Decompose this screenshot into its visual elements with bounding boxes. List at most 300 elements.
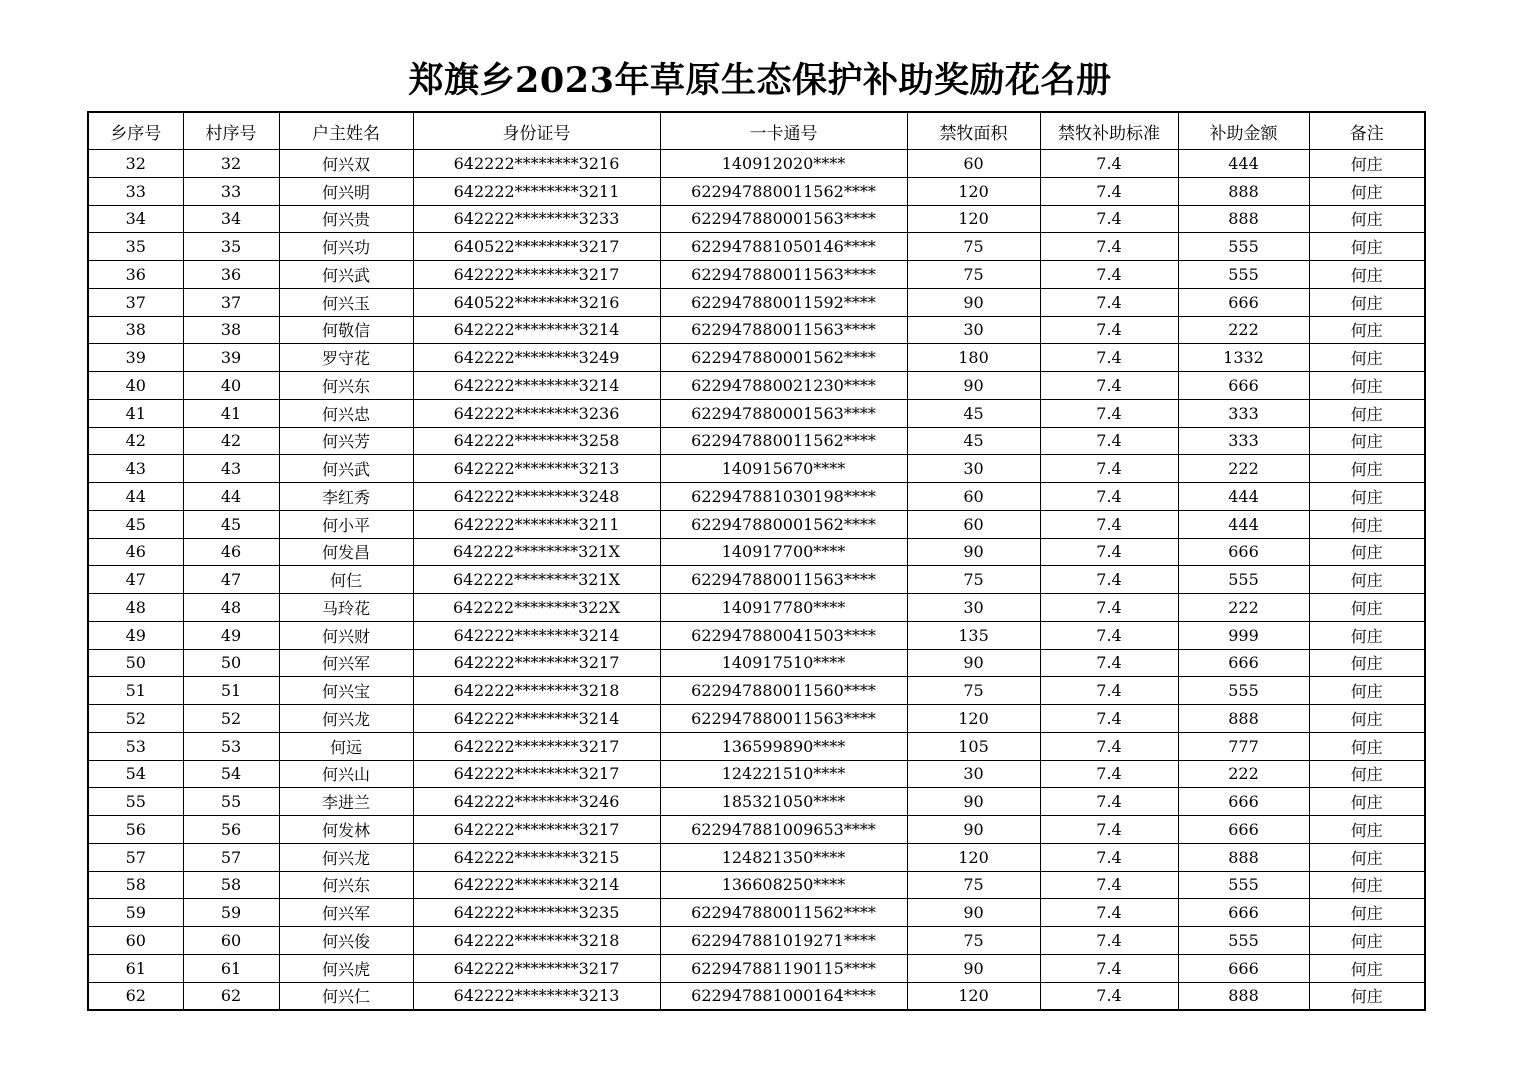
village-no-cell: 53 (183, 732, 279, 760)
subsidy-amount-cell: 666 (1178, 788, 1309, 816)
id-number-cell: 642222********3249 (413, 344, 660, 372)
remarks-cell: 何庄 (1309, 621, 1425, 649)
householder-name-cell: 何兴武 (279, 261, 413, 289)
subsidy-amount-cell: 666 (1178, 649, 1309, 677)
subsidy-standard-cell: 7.4 (1040, 372, 1178, 400)
card-number-cell: 140917780**** (660, 594, 907, 622)
township-no-cell: 39 (88, 344, 183, 372)
village-no-cell: 58 (183, 871, 279, 899)
card-number-cell: 136608250**** (660, 871, 907, 899)
householder-name-cell: 何兴玉 (279, 288, 413, 316)
township-no-cell: 32 (88, 150, 183, 178)
township-no-cell: 58 (88, 871, 183, 899)
table-row (88, 927, 1425, 955)
subsidy-amount-cell: 666 (1178, 899, 1309, 927)
table-row (88, 594, 1425, 622)
grazing-ban-area-cell: 120 (907, 705, 1040, 733)
village-no-cell: 39 (183, 344, 279, 372)
village-no-cell: 46 (183, 538, 279, 566)
subsidy-standard-cell: 7.4 (1040, 399, 1178, 427)
village-no-cell: 56 (183, 816, 279, 844)
subsidy-amount-cell: 666 (1178, 538, 1309, 566)
remarks-cell: 何庄 (1309, 982, 1425, 1010)
grazing-ban-area-cell: 90 (907, 288, 1040, 316)
township-no-cell: 61 (88, 954, 183, 982)
householder-name-cell: 何兴仁 (279, 982, 413, 1010)
card-number-cell: 622947880001562**** (660, 344, 907, 372)
subsidy-standard-cell: 7.4 (1040, 677, 1178, 705)
table-row (88, 288, 1425, 316)
subsidy-amount-cell: 888 (1178, 843, 1309, 871)
remarks-cell: 何庄 (1309, 899, 1425, 927)
card-number-cell: 140915670**** (660, 455, 907, 483)
subsidy-standard-cell: 7.4 (1040, 732, 1178, 760)
grazing-ban-area-cell: 135 (907, 621, 1040, 649)
village-no-cell: 37 (183, 288, 279, 316)
table-row (88, 816, 1425, 844)
card-number-cell: 622947880041503**** (660, 621, 907, 649)
id-number-cell: 642222********3214 (413, 316, 660, 344)
grazing-ban-area-cell: 30 (907, 316, 1040, 344)
table-row (88, 649, 1425, 677)
subsidy-standard-cell: 7.4 (1040, 621, 1178, 649)
card-number-cell: 622947880001563**** (660, 205, 907, 233)
column-header-grazing-ban-area: 禁牧面积 (907, 112, 1040, 150)
remarks-cell: 何庄 (1309, 427, 1425, 455)
township-no-cell: 44 (88, 483, 183, 511)
header-row (88, 112, 1425, 150)
table-row (88, 483, 1425, 511)
subsidy-amount-cell: 666 (1178, 372, 1309, 400)
grazing-ban-area-cell: 45 (907, 399, 1040, 427)
remarks-cell: 何庄 (1309, 150, 1425, 178)
township-no-cell: 55 (88, 788, 183, 816)
householder-name-cell: 何兴芳 (279, 427, 413, 455)
table-row (88, 344, 1425, 372)
householder-name-cell: 何兴龙 (279, 705, 413, 733)
remarks-cell: 何庄 (1309, 483, 1425, 511)
householder-name-cell: 何兴贵 (279, 205, 413, 233)
grazing-ban-area-cell: 120 (907, 843, 1040, 871)
householder-name-cell: 何兴武 (279, 455, 413, 483)
card-number-cell: 140917700**** (660, 538, 907, 566)
householder-name-cell: 李红秀 (279, 483, 413, 511)
card-number-cell: 622947880001562**** (660, 510, 907, 538)
township-no-cell: 54 (88, 760, 183, 788)
remarks-cell: 何庄 (1309, 177, 1425, 205)
subsidy-standard-cell: 7.4 (1040, 982, 1178, 1010)
id-number-cell: 642222********3211 (413, 510, 660, 538)
table-row (88, 538, 1425, 566)
card-number-cell: 622947881050146**** (660, 233, 907, 261)
grazing-ban-area-cell: 120 (907, 982, 1040, 1010)
table-row (88, 205, 1425, 233)
grazing-ban-area-cell: 45 (907, 427, 1040, 455)
card-number-cell: 140917510**** (660, 649, 907, 677)
subsidy-amount-cell: 555 (1178, 677, 1309, 705)
grazing-ban-area-cell: 90 (907, 649, 1040, 677)
remarks-cell: 何庄 (1309, 843, 1425, 871)
card-number-cell: 622947880011563**** (660, 261, 907, 289)
table-row (88, 788, 1425, 816)
subsidy-amount-cell: 333 (1178, 427, 1309, 455)
id-number-cell: 642222********3216 (413, 150, 660, 178)
remarks-cell: 何庄 (1309, 816, 1425, 844)
householder-name-cell: 何敬信 (279, 316, 413, 344)
remarks-cell: 何庄 (1309, 705, 1425, 733)
id-number-cell: 642222********3218 (413, 677, 660, 705)
subsidy-standard-cell: 7.4 (1040, 899, 1178, 927)
householder-name-cell: 何发昌 (279, 538, 413, 566)
grazing-ban-area-cell: 30 (907, 594, 1040, 622)
table-row (88, 871, 1425, 899)
subsidy-amount-cell: 888 (1178, 705, 1309, 733)
subsidy-standard-cell: 7.4 (1040, 150, 1178, 178)
subsidy-standard-cell: 7.4 (1040, 788, 1178, 816)
township-no-cell: 52 (88, 705, 183, 733)
subsidy-amount-cell: 555 (1178, 566, 1309, 594)
card-number-cell: 124221510**** (660, 760, 907, 788)
card-number-cell: 622947880001563**** (660, 399, 907, 427)
village-no-cell: 35 (183, 233, 279, 261)
page-title: 郑旗乡2023年草原生态保护补助奖励花名册 (408, 60, 1112, 101)
village-no-cell: 40 (183, 372, 279, 400)
roster-table (87, 111, 1426, 1011)
remarks-cell: 何庄 (1309, 566, 1425, 594)
id-number-cell: 642222********3213 (413, 455, 660, 483)
subsidy-standard-cell: 7.4 (1040, 427, 1178, 455)
subsidy-standard-cell: 7.4 (1040, 871, 1178, 899)
card-number-cell: 185321050**** (660, 788, 907, 816)
village-no-cell: 62 (183, 982, 279, 1010)
table-row (88, 954, 1425, 982)
grazing-ban-area-cell: 180 (907, 344, 1040, 372)
id-number-cell: 640522********3217 (413, 233, 660, 261)
subsidy-standard-cell: 7.4 (1040, 760, 1178, 788)
table-row (88, 372, 1425, 400)
village-no-cell: 59 (183, 899, 279, 927)
village-no-cell: 51 (183, 677, 279, 705)
subsidy-amount-cell: 444 (1178, 150, 1309, 178)
card-number-cell: 622947881190115**** (660, 954, 907, 982)
township-no-cell: 35 (88, 233, 183, 261)
householder-name-cell: 何兴山 (279, 760, 413, 788)
subsidy-standard-cell: 7.4 (1040, 233, 1178, 261)
subsidy-amount-cell: 777 (1178, 732, 1309, 760)
township-no-cell: 41 (88, 399, 183, 427)
grazing-ban-area-cell: 90 (907, 816, 1040, 844)
grazing-ban-area-cell: 30 (907, 760, 1040, 788)
village-no-cell: 57 (183, 843, 279, 871)
remarks-cell: 何庄 (1309, 261, 1425, 289)
grazing-ban-area-cell: 90 (907, 954, 1040, 982)
table-row (88, 427, 1425, 455)
village-no-cell: 48 (183, 594, 279, 622)
column-header-householder-name: 户主姓名 (279, 112, 413, 150)
village-no-cell: 61 (183, 954, 279, 982)
subsidy-standard-cell: 7.4 (1040, 344, 1178, 372)
table-row (88, 843, 1425, 871)
grazing-ban-area-cell: 90 (907, 538, 1040, 566)
card-number-cell: 140912020**** (660, 150, 907, 178)
grazing-ban-area-cell: 75 (907, 261, 1040, 289)
remarks-cell: 何庄 (1309, 344, 1425, 372)
grazing-ban-area-cell: 60 (907, 483, 1040, 511)
township-no-cell: 42 (88, 427, 183, 455)
remarks-cell: 何庄 (1309, 927, 1425, 955)
id-number-cell: 642222********3217 (413, 760, 660, 788)
grazing-ban-area-cell: 60 (907, 150, 1040, 178)
village-no-cell: 32 (183, 150, 279, 178)
township-no-cell: 40 (88, 372, 183, 400)
subsidy-amount-cell: 444 (1178, 510, 1309, 538)
card-number-cell: 136599890**** (660, 732, 907, 760)
subsidy-standard-cell: 7.4 (1040, 954, 1178, 982)
subsidy-amount-cell: 666 (1178, 816, 1309, 844)
subsidy-standard-cell: 7.4 (1040, 261, 1178, 289)
householder-name-cell: 罗守花 (279, 344, 413, 372)
subsidy-amount-cell: 888 (1178, 205, 1309, 233)
subsidy-amount-cell: 666 (1178, 954, 1309, 982)
id-number-cell: 642222********3217 (413, 732, 660, 760)
remarks-cell: 何庄 (1309, 399, 1425, 427)
subsidy-amount-cell: 555 (1178, 871, 1309, 899)
id-number-cell: 642222********3218 (413, 927, 660, 955)
subsidy-amount-cell: 888 (1178, 982, 1309, 1010)
village-no-cell: 41 (183, 399, 279, 427)
id-number-cell: 642222********321X (413, 566, 660, 594)
householder-name-cell: 李进兰 (279, 788, 413, 816)
id-number-cell: 642222********3217 (413, 954, 660, 982)
remarks-cell: 何庄 (1309, 732, 1425, 760)
subsidy-amount-cell: 444 (1178, 483, 1309, 511)
remarks-cell: 何庄 (1309, 594, 1425, 622)
id-number-cell: 642222********3213 (413, 982, 660, 1010)
table-row (88, 455, 1425, 483)
card-number-cell: 622947881009653**** (660, 816, 907, 844)
card-number-cell: 622947880011562**** (660, 177, 907, 205)
subsidy-standard-cell: 7.4 (1040, 177, 1178, 205)
id-number-cell: 642222********3214 (413, 372, 660, 400)
card-number-cell: 124821350**** (660, 843, 907, 871)
grazing-ban-area-cell: 75 (907, 233, 1040, 261)
village-no-cell: 60 (183, 927, 279, 955)
id-number-cell: 642222********3217 (413, 649, 660, 677)
card-number-cell: 622947881030198**** (660, 483, 907, 511)
township-no-cell: 45 (88, 510, 183, 538)
id-number-cell: 642222********3215 (413, 843, 660, 871)
remarks-cell: 何庄 (1309, 538, 1425, 566)
card-number-cell: 622947880011563**** (660, 705, 907, 733)
householder-name-cell: 何兴东 (279, 871, 413, 899)
id-number-cell: 642222********3235 (413, 899, 660, 927)
village-no-cell: 52 (183, 705, 279, 733)
township-no-cell: 57 (88, 843, 183, 871)
village-no-cell: 38 (183, 316, 279, 344)
subsidy-standard-cell: 7.4 (1040, 594, 1178, 622)
column-header-card-number: 一卡通号 (660, 112, 907, 150)
card-number-cell: 622947880021230**** (660, 372, 907, 400)
remarks-cell: 何庄 (1309, 954, 1425, 982)
village-no-cell: 44 (183, 483, 279, 511)
householder-name-cell: 何兴虎 (279, 954, 413, 982)
card-number-cell: 622947880011592**** (660, 288, 907, 316)
card-number-cell: 622947880011563**** (660, 316, 907, 344)
table-row (88, 261, 1425, 289)
table-row (88, 982, 1425, 1010)
subsidy-amount-cell: 333 (1178, 399, 1309, 427)
subsidy-standard-cell: 7.4 (1040, 288, 1178, 316)
remarks-cell: 何庄 (1309, 871, 1425, 899)
township-no-cell: 38 (88, 316, 183, 344)
village-no-cell: 43 (183, 455, 279, 483)
subsidy-amount-cell: 555 (1178, 233, 1309, 261)
table-row (88, 510, 1425, 538)
id-number-cell: 642222********3217 (413, 261, 660, 289)
householder-name-cell: 何兴东 (279, 372, 413, 400)
remarks-cell: 何庄 (1309, 288, 1425, 316)
subsidy-amount-cell: 555 (1178, 261, 1309, 289)
column-header-id-number: 身份证号 (413, 112, 660, 150)
table-row (88, 732, 1425, 760)
subsidy-standard-cell: 7.4 (1040, 455, 1178, 483)
id-number-cell: 642222********3217 (413, 816, 660, 844)
grazing-ban-area-cell: 75 (907, 566, 1040, 594)
grazing-ban-area-cell: 90 (907, 372, 1040, 400)
village-no-cell: 45 (183, 510, 279, 538)
township-no-cell: 37 (88, 288, 183, 316)
subsidy-amount-cell: 222 (1178, 760, 1309, 788)
subsidy-amount-cell: 222 (1178, 455, 1309, 483)
township-no-cell: 48 (88, 594, 183, 622)
village-no-cell: 34 (183, 205, 279, 233)
table-row (88, 233, 1425, 261)
subsidy-amount-cell: 1332 (1178, 344, 1309, 372)
id-number-cell: 642222********3248 (413, 483, 660, 511)
remarks-cell: 何庄 (1309, 233, 1425, 261)
grazing-ban-area-cell: 60 (907, 510, 1040, 538)
id-number-cell: 642222********3236 (413, 399, 660, 427)
card-number-cell: 622947880011562**** (660, 899, 907, 927)
column-header-remarks: 备注 (1309, 112, 1425, 150)
village-no-cell: 49 (183, 621, 279, 649)
householder-name-cell: 何兴双 (279, 150, 413, 178)
remarks-cell: 何庄 (1309, 205, 1425, 233)
id-number-cell: 642222********3214 (413, 621, 660, 649)
grazing-ban-area-cell: 90 (907, 788, 1040, 816)
card-number-cell: 622947880011563**** (660, 566, 907, 594)
village-no-cell: 54 (183, 760, 279, 788)
householder-name-cell: 何兴军 (279, 649, 413, 677)
subsidy-standard-cell: 7.4 (1040, 205, 1178, 233)
remarks-cell: 何庄 (1309, 788, 1425, 816)
table-row (88, 899, 1425, 927)
township-no-cell: 56 (88, 816, 183, 844)
township-no-cell: 34 (88, 205, 183, 233)
subsidy-amount-cell: 222 (1178, 316, 1309, 344)
card-number-cell: 622947881019271**** (660, 927, 907, 955)
householder-name-cell: 何兴明 (279, 177, 413, 205)
township-no-cell: 59 (88, 899, 183, 927)
table-row (88, 399, 1425, 427)
subsidy-amount-cell: 999 (1178, 621, 1309, 649)
grazing-ban-area-cell: 105 (907, 732, 1040, 760)
card-number-cell: 622947880011562**** (660, 427, 907, 455)
table-row (88, 760, 1425, 788)
township-no-cell: 50 (88, 649, 183, 677)
grazing-ban-area-cell: 90 (907, 899, 1040, 927)
remarks-cell: 何庄 (1309, 455, 1425, 483)
subsidy-standard-cell: 7.4 (1040, 705, 1178, 733)
remarks-cell: 何庄 (1309, 677, 1425, 705)
id-number-cell: 642222********322X (413, 594, 660, 622)
householder-name-cell: 何兴宝 (279, 677, 413, 705)
grazing-ban-area-cell: 75 (907, 677, 1040, 705)
id-number-cell: 642222********321X (413, 538, 660, 566)
remarks-cell: 何庄 (1309, 316, 1425, 344)
village-no-cell: 50 (183, 649, 279, 677)
remarks-cell: 何庄 (1309, 372, 1425, 400)
householder-name-cell: 何发林 (279, 816, 413, 844)
householder-name-cell: 何仨 (279, 566, 413, 594)
id-number-cell: 642222********3214 (413, 871, 660, 899)
township-no-cell: 43 (88, 455, 183, 483)
grazing-ban-area-cell: 120 (907, 205, 1040, 233)
remarks-cell: 何庄 (1309, 649, 1425, 677)
grazing-ban-area-cell: 75 (907, 871, 1040, 899)
subsidy-amount-cell: 666 (1178, 288, 1309, 316)
column-header-village-no: 村序号 (183, 112, 279, 150)
township-no-cell: 53 (88, 732, 183, 760)
village-no-cell: 36 (183, 261, 279, 289)
table-row (88, 316, 1425, 344)
subsidy-standard-cell: 7.4 (1040, 538, 1178, 566)
id-number-cell: 642222********3214 (413, 705, 660, 733)
subsidy-standard-cell: 7.4 (1040, 510, 1178, 538)
table-row (88, 150, 1425, 178)
id-number-cell: 642222********3246 (413, 788, 660, 816)
column-header-subsidy-standard: 禁牧补助标准 (1040, 112, 1178, 150)
subsidy-standard-cell: 7.4 (1040, 483, 1178, 511)
householder-name-cell: 何兴俊 (279, 927, 413, 955)
table-row (88, 705, 1425, 733)
householder-name-cell: 何兴忠 (279, 399, 413, 427)
village-no-cell: 33 (183, 177, 279, 205)
township-no-cell: 62 (88, 982, 183, 1010)
township-no-cell: 47 (88, 566, 183, 594)
column-header-township-no: 乡序号 (88, 112, 183, 150)
subsidy-standard-cell: 7.4 (1040, 649, 1178, 677)
subsidy-standard-cell: 7.4 (1040, 816, 1178, 844)
township-no-cell: 46 (88, 538, 183, 566)
householder-name-cell: 何兴财 (279, 621, 413, 649)
subsidy-standard-cell: 7.4 (1040, 566, 1178, 594)
table-row (88, 677, 1425, 705)
subsidy-amount-cell: 222 (1178, 594, 1309, 622)
subsidy-standard-cell: 7.4 (1040, 927, 1178, 955)
village-no-cell: 42 (183, 427, 279, 455)
id-number-cell: 642222********3233 (413, 205, 660, 233)
grazing-ban-area-cell: 30 (907, 455, 1040, 483)
id-number-cell: 640522********3216 (413, 288, 660, 316)
table-row (88, 177, 1425, 205)
subsidy-standard-cell: 7.4 (1040, 843, 1178, 871)
township-no-cell: 33 (88, 177, 183, 205)
township-no-cell: 60 (88, 927, 183, 955)
card-number-cell: 622947881000164**** (660, 982, 907, 1010)
householder-name-cell: 马玲花 (279, 594, 413, 622)
column-header-subsidy-amount: 补助金额 (1178, 112, 1309, 150)
